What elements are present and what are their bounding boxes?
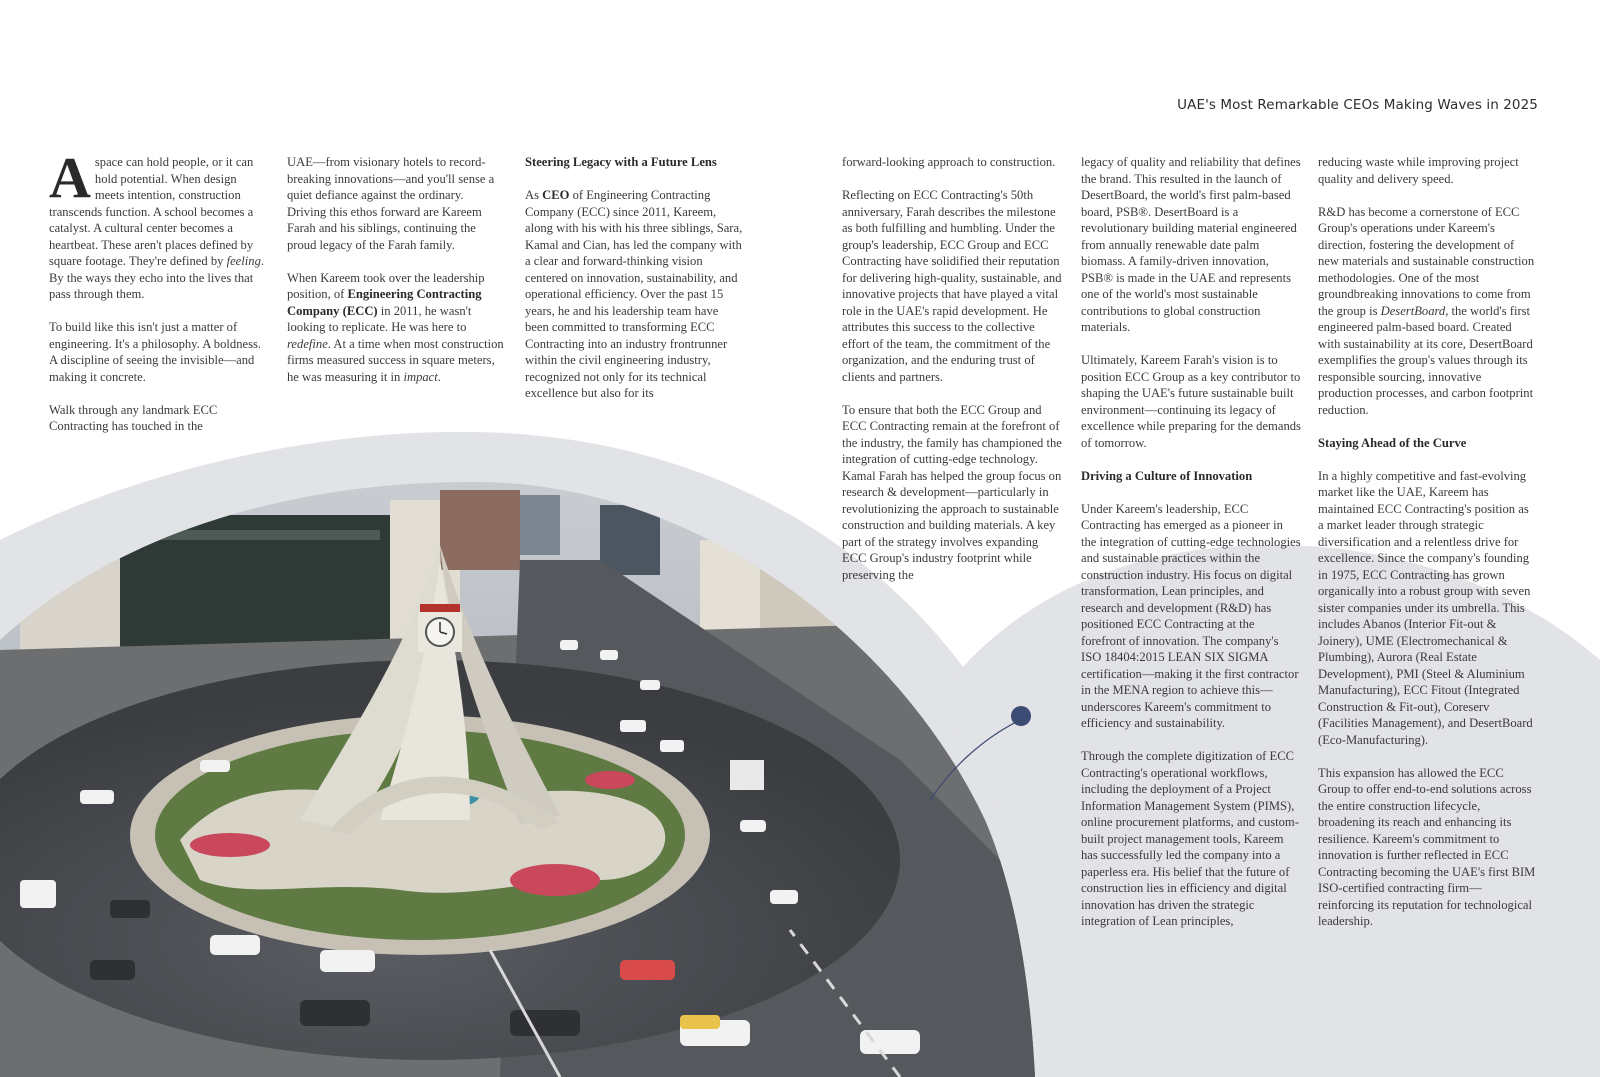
column-5 [1081,154,1301,946]
section-heading: Staying Ahead of the Curve [1318,435,1467,450]
column-6 [1318,154,1537,946]
accent-dot [1011,706,1031,726]
paragraph: Walk through any landmark ECC Contracting has touched in the [49,402,218,433]
paragraph: As CEO of Engineering Contracting Company (ECC) since 2011, Kareem, along with his with his three siblings, Sara, Kamal and Cian, has led the company with a clear and forward-thinking vision centered on innovation, sustainability, and operational efficiency. Over the past 15 years, he and his leadership team have been committed to transforming ECC Contracting into an industry frontrunner within the civil engineering industry, recognized not only for its technical excellence but also for its [525,188,743,400]
paragraph: forward-looking approach to construction. [842,155,1056,169]
paragraph: R&D has become a cornerstone of ECC Group's operations under Kareem's direction, fostering the development of new materials and sustainable construction methodologies. One of the most groundbreaking innovations to come from the group is DesertBoard, the world's first engineered palm-based board. Created with sustainability at its core, DesertBoard exemplifies the group's values through its responsible sourcing, innovative production processes, and carbon footprint reduction. [1318,204,1535,417]
column-3 [525,154,745,418]
paragraph: This expansion has allowed the ECC Group to offer end-to-end solutions across the entire construction lifecycle, broadening its reach and enhancing its resilience. Kareem's commitment to innovation is further reflected in ECC Contracting becoming the UAE's first BIM ISO-certified contracting firm—reinforcing its reputation for technological leadership. [1318,765,1536,928]
paragraph: Reflecting on ECC Contracting's 50th anniversary, Farah describes the milestone as both fulfilling and humbling. Under the group's leadership, ECC Group and ECC Contracting have solidified their reputation for delivering high-quality, sustainable, and innovative projects that have played a vital role in the UAE's rapid development. He attributes this success to the collective effort of the team, the commitment of the organization, and the enduring trust of clients and partners. [842,188,1062,384]
column-4 [842,154,1063,600]
paragraph: UAE—from visionary hotels to record-breaking innovations—and you'll sense a quiet defiance against the ordinary. Driving this ethos forward are Kareem Farah and his siblings, continuing the proud legacy of the Farah family. [287,155,495,252]
paragraph: Under Kareem's leadership, ECC Contracting has emerged as a pioneer in the integration of cutting-edge technologies and sustainable practices within the construction industry. His focus on digital transformation, Lean principles, and research and development (R&D) has positioned ECC Contracting at the forefront of innovation. The company's ISO 18404:2015 LEAN SIX SIGMA certification—making it the first contractor in the MENA region to achieve this—underscores Kareem's commitment to efficiency and sustainability. [1081,501,1301,730]
section-heading: Steering Legacy with a Future Lens [525,155,717,169]
paragraph: To ensure that both the ECC Group and ECC Contracting remain at the forefront of the industry, the family has championed the integration of cutting-edge technology. Kamal Farah has helped the group focus on research & development—particularly in revolutionizing the approach to sustainable construction and building materials. A key part of the strategy involves expanding ECC Group's industry footprint while preserving the [842,402,1062,582]
paragraph: reducing waste while improving project quality and delivery speed. [1318,155,1519,186]
column-2 [287,154,505,402]
intro-paragraph: A space can hold people, or it can hold potential. When design meets intention, construction transcends function. A school becomes a catalyst. A cultural center becomes a heartbeat. These aren't places defined by square footage. They're defined by feeling. By the ways they echo into the lives that pass through them. [49,145,265,301]
paragraph: legacy of quality and reliability that defines the brand. This resulted in the launch of DesertBoard, the world's first palm-based board, PSB®. DesertBoard is a revolutionary building material engineered from annually renewable date palm biomass. A family-driven innovation, PSB® is made in the UAE and represents one of the world's most sustainable contributions to global construction materials. [1081,155,1301,334]
section-heading: Driving a Culture of Innovation [1081,468,1253,483]
drop-cap: A [49,145,91,210]
column-1 [49,145,266,451]
running-header: UAE's Most Remarkable CEOs Making Waves in 2025 [1177,97,1538,113]
paragraph: Ultimately, Kareem Farah's vision is to position ECC Group as a key contributor to shaping the UAE's future sustainable built environment—continuing its legacy of excellence while preparing for the demands of tomorrow. [1081,353,1301,450]
paragraph: When Kareem took over the leadership position, of Engineering Contracting Company (ECC) in 2011, he wasn't looking to replicate. He was here to redefine. At a time when most construction firms measured success in square meters, he was measuring it in impact. [287,270,504,384]
paragraph: Through the complete digitization of ECC Contracting's operational workflows, including the deployment of a Project Information Management System (PIMS), online procurement platforms, and custom-built project management tools, Kareem has successfully led the company into a paperless era. His belief that the future of construction lies in efficiency and digital innovation has driven the strategic integration of Lean principles, [1081,749,1299,928]
paragraph: To build like this isn't just a matter of engineering. It's a philosophy. A boldness. A discipline of seeing the invisible—and making it concrete. [49,320,262,384]
paragraph: In a highly competitive and fast-evolving market like the UAE, Kareem has maintained ECC Contracting's position as a market leader through strategic diversification and a relentless drive for excellence. Since the company's founding in 1975, ECC Contracting has grown organically into a robust group with seven sister companies under its umbrella. This includes Abanos (Interior Fit-out & Joinery), UME (Electromechanical & Plumbing), Aurora (Real Estate Development), PMI (Steel & Aluminium Manufacturing), ECC Fitout (Integrated Construction & Fit-out), Coreserv (Facilities Management), and DesertBoard (Eco-Manufacturing). [1318,468,1533,747]
